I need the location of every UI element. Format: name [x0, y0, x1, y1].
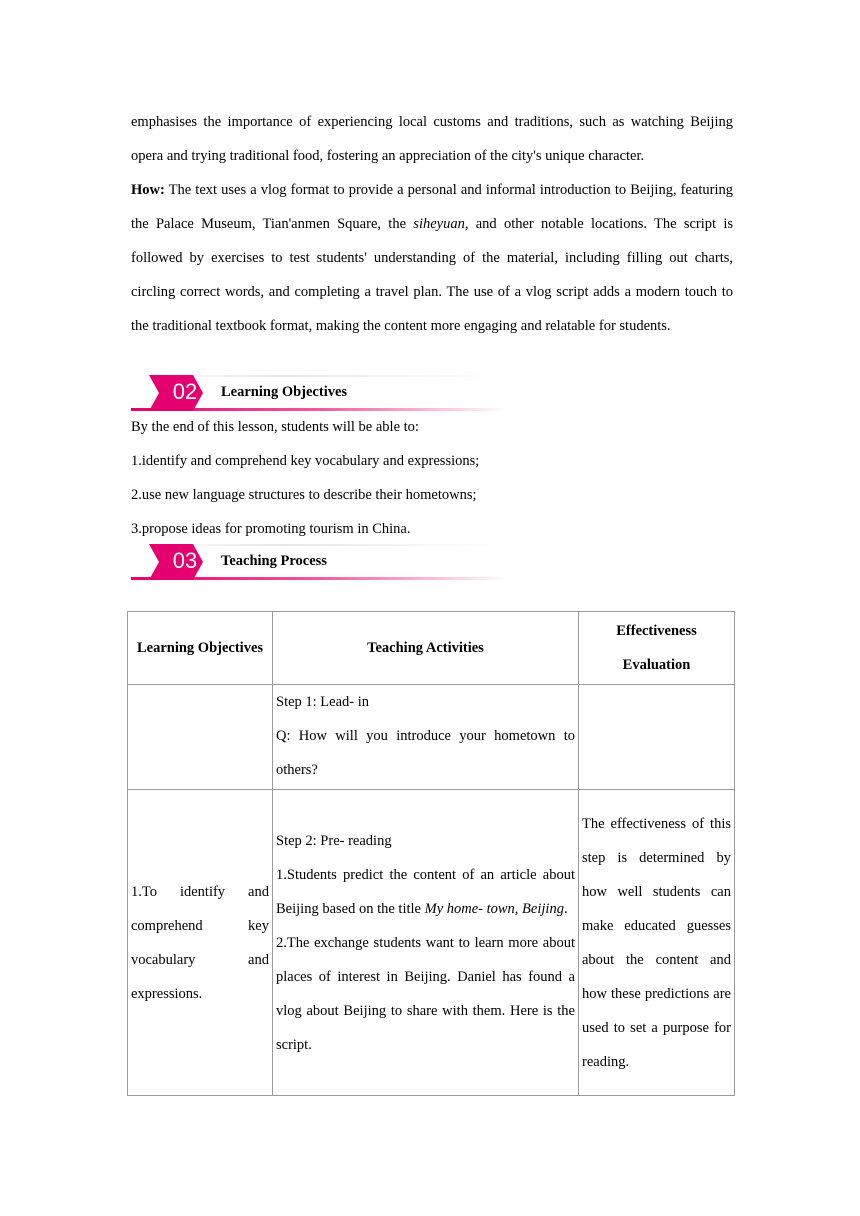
teaching-process-table — [127, 611, 735, 1096]
row2-activity-1-text-b: . — [563, 900, 568, 917]
section-banner-learning-objectives — [131, 373, 511, 413]
objective-item-2: 2.use new language structures to describe their hometowns; — [131, 487, 477, 503]
table-row — [128, 790, 735, 1096]
table-row — [128, 685, 735, 790]
row2-activity-1-title: My home‑ town, Beijing — [424, 900, 564, 917]
intro-paragraph: emphasises the importance of experiencing local customs and traditions, such as watching Beijing opera and trying traditional food, fostering an appreciation of the city's unique character. — [131, 114, 733, 164]
objectives-intro: By the end of this lesson, students will be able to: — [131, 419, 419, 435]
how-paragraph — [131, 173, 733, 343]
how-label: How: — [131, 182, 165, 198]
how-italic-term: siheyuan — [413, 216, 465, 232]
row2-evaluation-cell: The effectiveness of this step is determined by how well students can make educated guesses about the content and how these predictions are used to set a purpose for reading. — [579, 790, 735, 1096]
objective-item-1: 1.identify and comprehend key vocabulary and expressions; — [131, 453, 480, 469]
header-learning-objectives: Learning Objectives — [128, 612, 273, 685]
header-effectiveness-evaluation: Effectiveness Evaluation — [579, 612, 735, 685]
section-banner-teaching-process — [131, 542, 511, 582]
row2-activity-cell — [273, 790, 579, 1096]
row1-evaluation-cell — [579, 685, 735, 790]
row2-activity-2: 2.The exchange students want to learn more about places of interest in Beijing. Daniel has found a vlog about Beijing to share with them. Here is the script. — [276, 934, 575, 1053]
row2-objective-cell: 1.To identify and comprehend key vocabulary and expressions. — [128, 790, 273, 1096]
row2-activity-1-text-a: 1.Students predict the content of an article about Beijing based on the title — [276, 866, 575, 917]
row2-activity-1 — [276, 858, 575, 926]
header-teaching-activities: Teaching Activities — [273, 612, 579, 685]
section-number: 03 — [172, 548, 198, 573]
objective-item-3: 3.propose ideas for promoting tourism in China. — [131, 521, 411, 537]
section-title: Teaching Process — [221, 553, 327, 569]
row1-objective-cell — [128, 685, 273, 790]
how-text-part-2: , and other notable locations. The script is followed by exercises to test students' understanding of the material, including filling out charts, circling correct words, and completing a travel plan. The use of a vlog script adds a modern touch to the traditional textbook format, making the content more engaging and relatable for students. — [131, 216, 733, 334]
section-number: 02 — [172, 379, 198, 404]
row2-step-title: Step 2: Pre‑ reading — [276, 832, 392, 849]
how-text-part-1: The text uses a vlog format to provide a personal and informal introduction to Beijing, featuring the Palace Museum, Tian'anmen Square, the — [131, 182, 733, 232]
section-title: Learning Objectives — [221, 384, 348, 400]
row1-question: Q: How will you introduce your hometown to others? — [276, 728, 575, 778]
row1-step-title: Step 1: Lead‑ in — [276, 694, 370, 710]
row1-activity-cell — [273, 685, 579, 790]
table-header-row — [128, 612, 735, 685]
